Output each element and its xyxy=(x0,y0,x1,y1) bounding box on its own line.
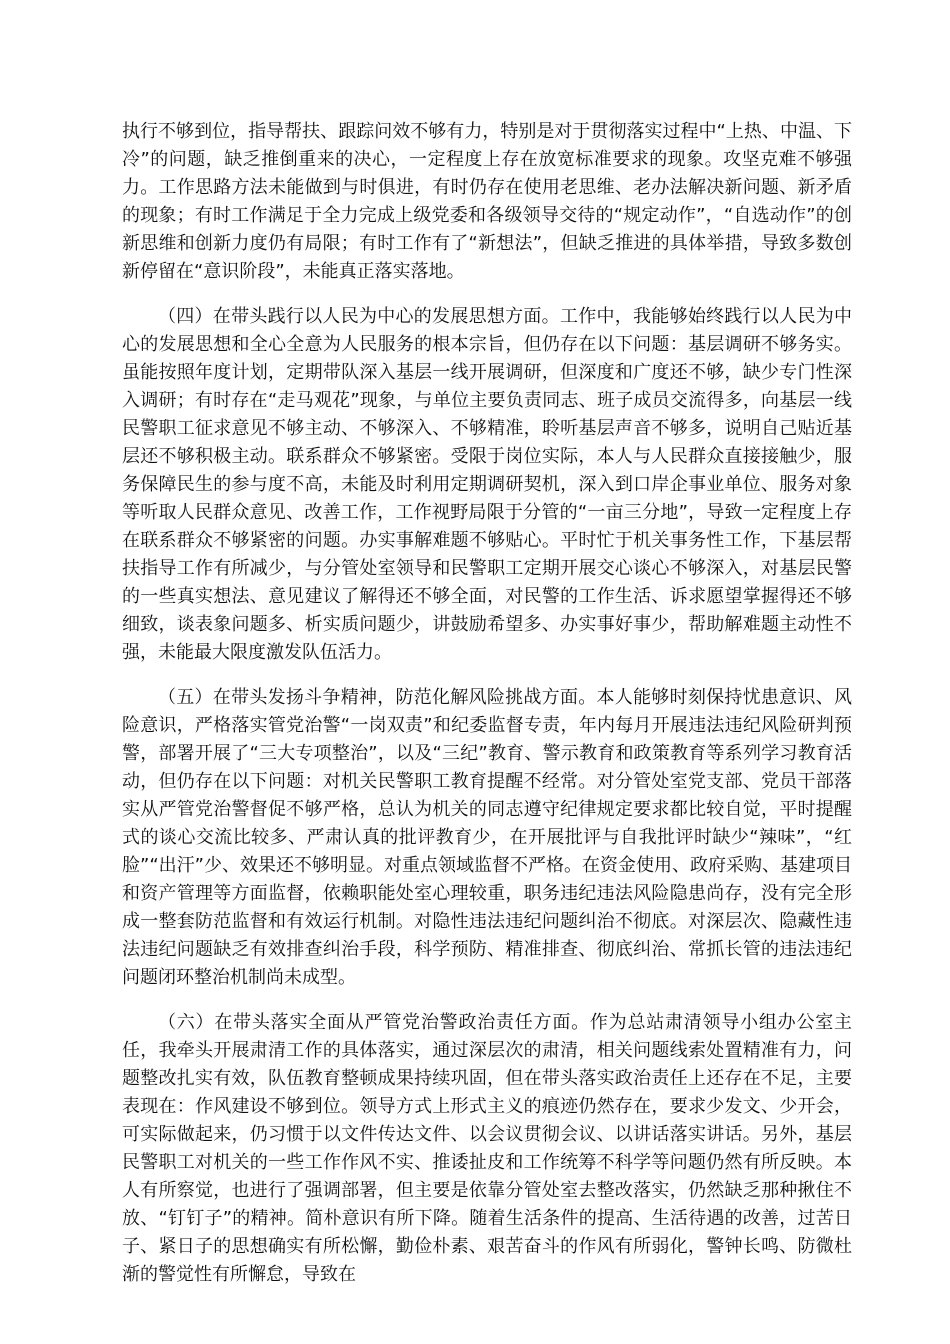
paragraph-section-6: （六）在带头落实全面从严管党治警政治责任方面。作为总站肃清领导小组办公室主任，我牵头开展肃清工作的具体落实，通过深层次的肃清，相关问题线索处置精准有力，问题整改扎实有效，队伍教育整顿成果持续巩固，但在带头落实政治责任上还存在不足，主要表现在：作风建设不够到位。领导方式上形式主义的痕迹仍然存在，要求少发文、少开会，可实际做起来，仍习惯于以文件传达文件、以会议贯彻会议、以讲话落实讲话。另外，基层民警职工对机关的一些工作作风不实、推诿扯皮和工作统筹不科学等问题仍然有所反映。本人有所察觉，也进行了强调部署，但主要是依靠分管处室去整改落实，仍然缺乏那种揪住不放、“钉钉子”的精神。简朴意识有所下降。随着生活条件的提高、生活待遇的改善，过苦日子、紧日子的思想确实有所松懈，勤俭朴素、艰苦奋斗的作风有所弱化，警钟长鸣、防微杜渐的警觉性有所懈怠，导致在 xyxy=(122,1012,852,1285)
paragraph-section-5: （五）在带头发扬斗争精神，防范化解风险挑战方面。本人能够时刻保持忧患意识、风险意识，严格落实管党治警“一岗双责”和纪委监督专责，年内每月开展违法违纪风险研判预警，部署开展了“三大专项整治”，以及“三纪”教育、警示教育和政策教育等系列学习教育活动，但仍存在以下问题：对机关民警职工教育提醒不经常。对分管处室党支部、党员干部落实从严管党治警督促不够严格，总认为机关的同志遵守纪律规定要求都比较自觉，平时提醒式的谈心交流比较多、严肃认真的批评教育少，在开展批评与自我批评时缺少“辣味”，“红脸”“出汗”少、效果还不够明显。对重点领域监督不严格。在资金使用、政府采购、基建项目和资产管理等方面监督，依赖职能处室心理较重，职务违纪违法风险隐患尚存，没有完全形成一整套防范监督和有效运行机制。对隐性违法违纪问题纠治不彻底。对深层次、隐藏性违法违纪问题缺乏有效排查纠治手段，科学预防、精准排查、彻底纠治、常抓长管的违法违纪问题闭环整治机制尚未成型。 xyxy=(122,687,852,988)
paragraph-continuation: 执行不够到位，指导帮扶、跟踪问效不够有力，特别是对于贯彻落实过程中“上热、中温、下冷”的问题，缺乏推倒重来的决心，一定程度上存在放宽标准要求的现象。攻坚克难不够强力。工作思路方法未能做到与时俱进，有时仍存在使用老思维、老办法解决新问题、新矛盾的现象；有时工作满足于全力完成上级党委和各级领导交待的“规定动作”，“自选动作”的创新思维和创新力度仍有局限；有时工作有了“新想法”，但缺乏推进的具体举措，导致多数创新停留在“意识阶段”，未能真正落实落地。 xyxy=(122,121,852,282)
paragraph-section-4: （四）在带头践行以人民为中心的发展思想方面。工作中，我能够始终践行以人民为中心的发展思想和全心全意为人民服务的根本宗旨，但仍存在以下问题：基层调研不够务实。虽能按照年度计划，定期带队深入基层一线开展调研，但深度和广度还不够，缺少专门性深入调研；有时存在“走马观花”现象，与单位主要负责同志、班子成员交流得多，向基层一线民警职工征求意见不够主动、不够深入、不够精准，聆听基层声音不够多，说明自己贴近基层还不够积极主动。联系群众不够紧密。受限于岗位实际，本人与人民群众直接接触少，服务保障民生的参与度不高，未能及时利用定期调研契机，深入到口岸企事业单位、服务对象等听取人民群众意见、改善工作，工作视野局限于分管的“一亩三分地”，导致一定程度上存在联系群众不够紧密的问题。办实事解难题不够贴心。平时忙于机关事务性工作，下基层帮扶指导工作有所减少，与分管处室领导和民警职工定期开展交心谈心不够深入，对基层民警的一些真实想法、意见建议了解得还不够全面，对民警的工作生活、诉求愿望掌握得还不够细致，谈表象问题多、析实质问题少，讲鼓励希望多、办实事好事少，帮助解难题主动性不强，未能最大限度激发队伍活力。 xyxy=(122,306,852,663)
document-body xyxy=(122,118,852,1289)
